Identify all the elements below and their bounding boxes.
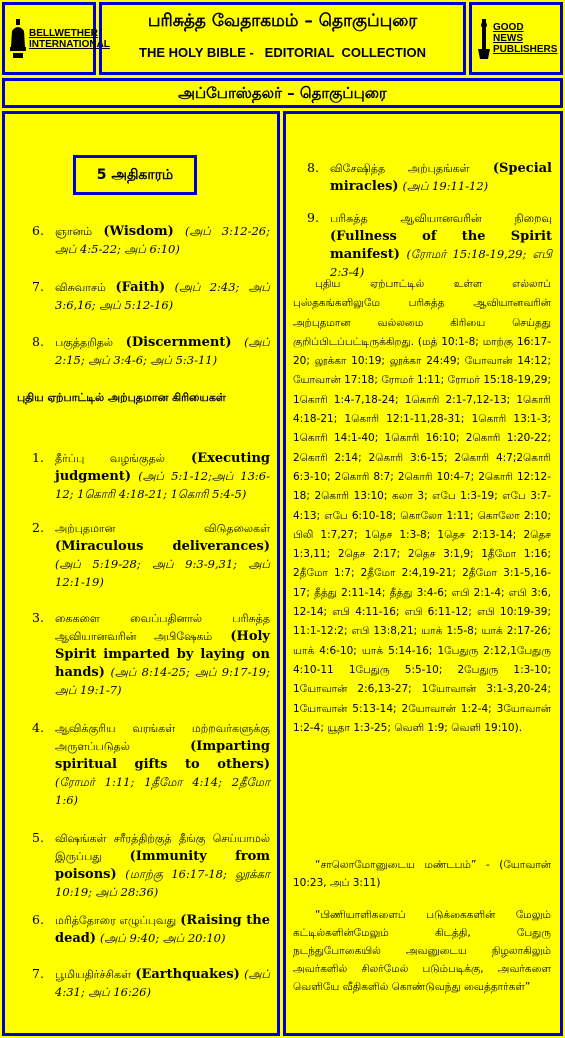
subtitle: அப்போஸ்தலர் – தொகுப்புரை — [2, 78, 563, 108]
list-item: 6. மரித்தோரை எழுப்புவது (Raising the dead) (அப் 9:40; அப் 20:10) — [32, 912, 270, 946]
title-english: THE HOLY BIBLE - EDITORIAL COLLECTION — [139, 45, 426, 60]
section-heading: புதிய ஏற்பாட்டில் அற்புதமான கிரியைகள் — [17, 391, 226, 404]
list-item: 7. பூமியதிர்ச்சிகள் (Earthquakes) (அப் 4:31; அப் 16:26) — [32, 966, 270, 999]
quote-shadow-of-peter: “பிணியாளிகளைப் படுக்கைகளின் மேலும் கட்டில்களின்மேலும் கிடத்தி, பேதுரு நடந்துபோகையில் அவனுடைய நிழலாகிலும் அவர்களில் சிலர்மேல் படும்படிக்கு, அவர்களை வெளியே வீதிகளில் கொண்டுவந்து வைத்தார்கள்” — [293, 909, 551, 993]
list-item: 2. அற்புதமான விடுதலைகள் (Miraculous deliverances) (அப் 5:19-28; அப் 9:3-9,31; அப் 12:1-19) — [32, 520, 270, 589]
list-item: 4. ஆவிக்குரிய வரங்கள் மற்றவர்களுக்கு அருளப்படுதல் (Imparting spiritual gifts to others) (ரோமர் 1:11; 1தீமோ 4:14; 2தீமோ 1:6) — [32, 720, 270, 807]
title-tamil: பரிசுத்த வேதாகமம் – தொகுப்புரை — [147, 11, 418, 31]
left-logo-text: BELLWETHER INTERNATIONAL — [29, 27, 110, 50]
right-column — [283, 111, 563, 1036]
right-logo-text: GOOD NEWS PUBLISHERS — [493, 22, 558, 55]
references-paragraph: புதிய ஏற்பாட்டில் உள்ள எல்லாப் புஸ்தகங்களிலுமே பரிசுத்த ஆவியானவரின் அற்புதமான வல்லமை கிரியை செய்தது குறிப்பிடப்பட்டிருக்கிறது. (மத் 10:1-8; மாற்கு 16:17-20; லூக்கா 10:19; லூக்கா 24:49; யோவான் 14:12; யோவான் 17:18; ரோமர் 1:11; ரோமர் 15:18-19,29; 1கொரி 1:4-7,18-24; 1கொரி 2:1-7,12-13; 1கொரி 4:18-21; 1கொரி 12:1-11,28-31; 1கொரி 13:1-3; 1கொரி 14:1-40; 1கொரி 16:10; 2கொரி 1:20-22; 2கொரி 2:14; 2கொரி 3:6-15; 2கொரி 4:7;2கொரி 6:3-10; 2கொரி 8:7; 2கொரி 10:4-7; 2கொரி 12:12-18; 2கொரி 13:10; கலா 3; எபே 1:3-19; எபே 3:7-4:13; எபே 6:10-18; கொலோ 1:11; கொலோ 2:10; பிலி 1:7,27; 1தெச 1:3-8; 1தெச 2:13-14; 2தெச 1:3,11; 2தெச 2:17; 2தெச 3:1,9; 1தீமோ 1:16; 2தீமோ 1:7; 2தீமோ 2:4,19-21; 2தீமோ 3:1-5,16-17; தீத்து 2:11-14; தீத்து 3:4-6; எபி 2:1-4; எபி 3:6, 12-14; எபி 4:11-16; எபி 6:11-12; எபி 10:19-39; 11:1-12:2; எபி 13:8,21; யாக் 1:5-8; யாக் 2:17-26; யாக் 4:6-10; யாக் 5:14-16; 1பேதுரு 2:12,1பேதுரு 4:10-11 1பேதுரு 5:5-10; 2பேதுரு 1:3-10; 1யோவான் 2:6,13-27; 1யோவான் 3:1-3,20-24; 1யோவான் 5:13-14; 2யோவான் 1:2-4; 3யோவான் 1:2-4; யூதா 1:3-25; வெளி 1:9; வெளி 19:10). — [293, 278, 551, 734]
list-item: 5. விஷங்கள் சரீரத்திற்குத் தீங்கு செய்யாமல் இருப்பது (Immunity from poisons) (மாற்கு 16:17-18; லூக்கா 10:19; அப் 28:36) — [32, 830, 270, 899]
list-item: 8. பகுத்தறிதல் (Discernment) (அப் 2:15; அப் 3:4-6; அப் 5:3-11) — [32, 334, 270, 367]
bell-icon — [9, 19, 27, 59]
good-news-logo — [469, 2, 563, 75]
trumpet-icon — [477, 19, 491, 59]
list-item: 3. கைகளை வைப்பதினால் பரிசுத்த ஆவியானவரின் அபிஷேகம் (Holy Spirit imparted by laying on hands) (அப் 8:14-25; அப் 9:17-19; அப் 19:1-7) — [32, 610, 270, 697]
list-item: 1. தீர்ப்பு வழங்குதல் (Executing judgment) (அப் 5:1-12;அப் 13:6-12; 1கொரி 4:18-21; 1கொரி 5:4-5) — [32, 450, 270, 501]
list-item: 8. விசேஷித்த அற்புதங்கள் (Special miracles) (அப் 19:11-12) — [307, 160, 552, 194]
list-item: 9. பரிசுத்த ஆவியானவரின் நிறைவு (Fullness of the Spirit manifest) (ரோமர் 15:18-19,29; எபி 2:3-4) — [307, 210, 552, 279]
quote-solomons-porch: “சாலொமோனுடைய மண்டபம்” - (யோவான் 10:23, அப் 3:11) — [293, 859, 551, 889]
list-item: 7. விசுவாசம் (Faith) (அப் 2:43; அப் 3:6,16; அப் 5:12-16) — [32, 279, 270, 312]
bellwether-logo — [2, 2, 110, 75]
list-item: 6. ஞானம் (Wisdom) (அப் 3:12-26; அப் 4:5-22; அப் 6:10) — [32, 223, 270, 256]
header-title-box — [99, 2, 466, 75]
left-column — [2, 111, 280, 1036]
chapter-heading: 5 அதிகாரம் — [73, 155, 197, 195]
